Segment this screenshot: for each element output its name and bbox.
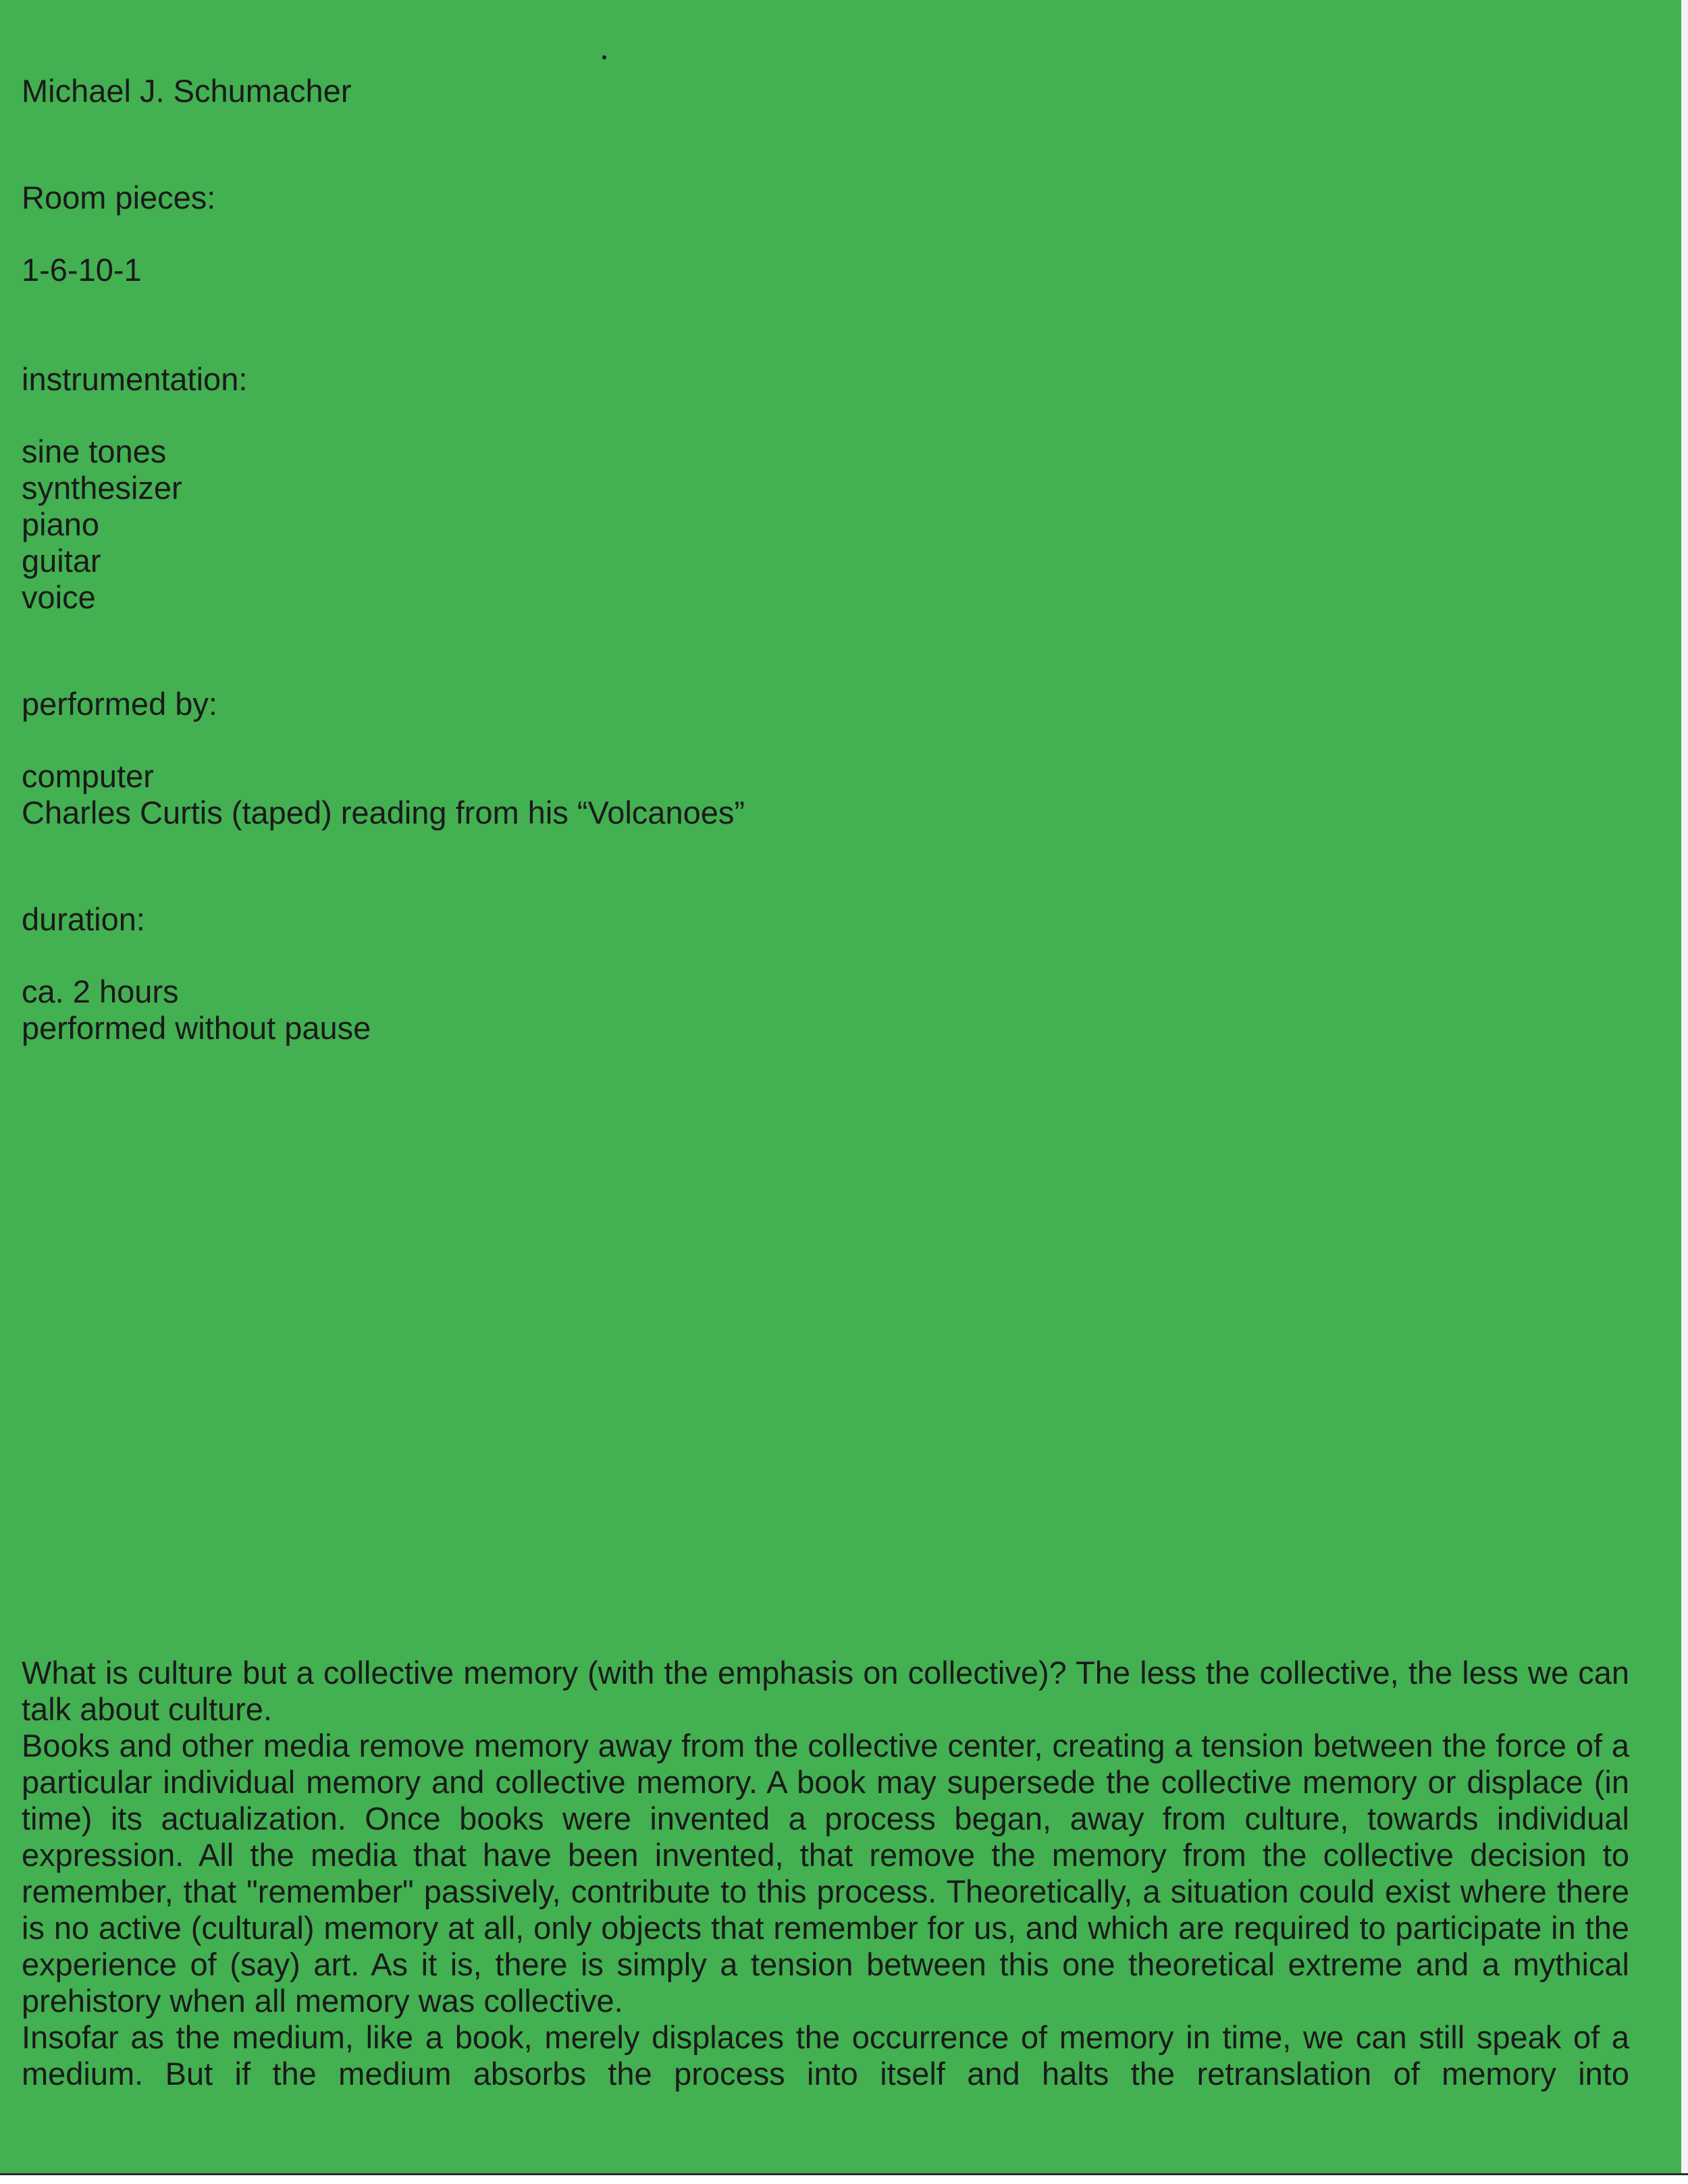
list-item: guitar [22, 543, 101, 579]
essay-paragraph: What is culture but a collective memory (with the emphasis on collective)? The less the collective, the less we can talk about culture. [22, 1655, 1629, 1727]
essay-text [22, 1655, 1629, 2092]
author-name: Michael J. Schumacher [22, 73, 352, 109]
scan-right-margin [1681, 0, 1688, 2184]
series-label: Room pieces: [22, 180, 216, 215]
paper-speck [602, 55, 606, 59]
instrumentation-list [22, 433, 182, 616]
list-item: Charles Curtis (taped) reading from his “Volcanoes” [22, 795, 745, 830]
list-item: computer [22, 758, 154, 794]
piece-title: 1-6-10-1 [22, 252, 142, 288]
duration-list [22, 974, 371, 1046]
list-item: voice [22, 579, 96, 615]
performers-label: performed by: [22, 686, 217, 722]
duration-label: duration: [22, 901, 145, 937]
list-item: synthesizer [22, 470, 182, 506]
list-item: piano [22, 506, 99, 542]
list-item: sine tones [22, 433, 167, 469]
essay-paragraph: Insofar as the medium, like a book, merely displaces the occurrence of memory in time, we can still speak of a medium. But if the medium absorbs the process into itself and halts the retranslation of memory into [22, 2019, 1629, 2092]
performers-list [22, 758, 745, 831]
scan-bottom-edge [0, 2173, 1688, 2184]
list-item: performed without pause [22, 1010, 371, 1046]
list-item: ca. 2 hours [22, 974, 179, 1009]
essay-paragraph: Books and other media remove memory away from the collective center, creating a tension between the force of a particular individual memory and collective memory. A book may supersede the collective memory or displace (in time) its actualization. Once books were invented a process began, away from culture, towards individual expression. All the media that have been invented, that remove the memory from the collective decision to remember, that "remember" passively, contribute to this process. Theoretically, a situation could exist where there is no active (cultural) memory at all, only objects that remember for us, and which are required to participate in the experience of (say) art. As it is, there is simply a tension between this one theoretical extreme and a mythical prehistory when all memory was collective. [22, 1728, 1629, 2019]
instrumentation-label: instrumentation: [22, 361, 248, 397]
